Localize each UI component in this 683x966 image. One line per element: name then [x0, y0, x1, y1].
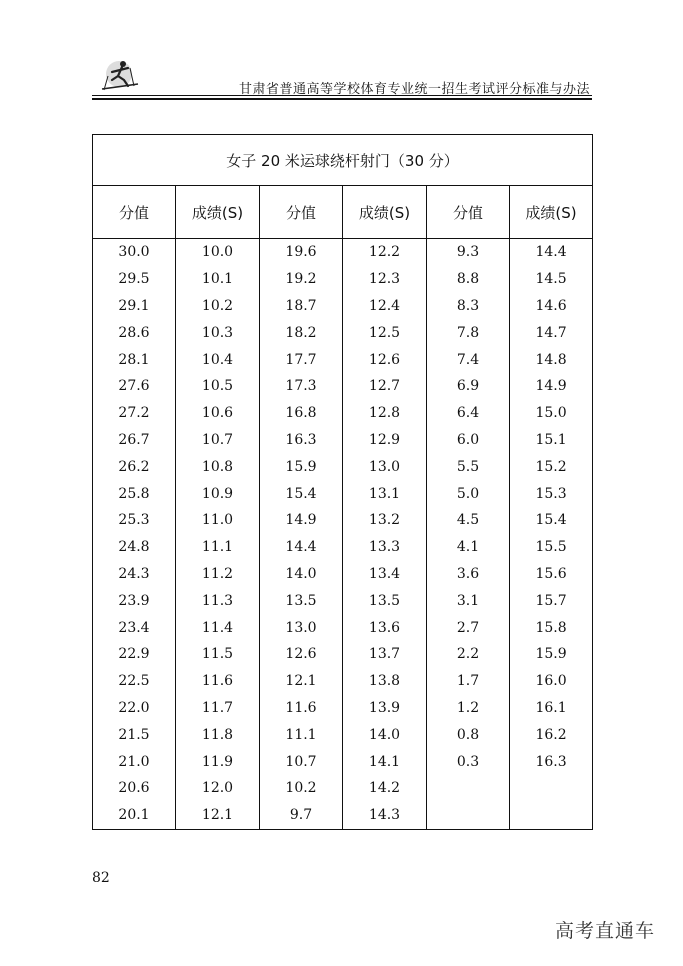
time-cell: 13.6 [343, 614, 427, 641]
table-row [93, 373, 593, 400]
page-header [92, 56, 592, 100]
skier-icon [94, 56, 144, 96]
time-cell: 11.5 [176, 641, 260, 668]
time-cell: 14.0 [343, 721, 427, 748]
column-header: 分值 [93, 186, 176, 239]
table-row [93, 319, 593, 346]
table-row [93, 293, 593, 320]
score-cell: 5.5 [427, 453, 510, 480]
time-cell: 14.5 [510, 266, 593, 293]
score-cell: 12.6 [260, 641, 343, 668]
column-header: 分值 [427, 186, 510, 239]
score-cell: 6.4 [427, 400, 510, 427]
score-cell: 21.5 [93, 721, 176, 748]
time-cell: 13.5 [343, 587, 427, 614]
column-header: 分值 [260, 186, 343, 239]
watermark: 高考直通车 [554, 920, 655, 942]
score-cell: 26.2 [93, 453, 176, 480]
time-cell: 16.3 [510, 748, 593, 775]
time-cell: 10.7 [176, 427, 260, 454]
score-cell: 17.7 [260, 346, 343, 373]
score-cell: 26.7 [93, 427, 176, 454]
time-cell: 12.9 [343, 427, 427, 454]
table-row [93, 775, 593, 802]
table-title: 女子 20 米运球绕杆射门（30 分） [93, 135, 593, 186]
table-row [93, 453, 593, 480]
score-cell: 28.1 [93, 346, 176, 373]
time-cell [510, 802, 593, 829]
score-cell: 22.9 [93, 641, 176, 668]
score-cell: 8.3 [427, 293, 510, 320]
score-cell: 0.8 [427, 721, 510, 748]
score-cell: 28.6 [93, 319, 176, 346]
score-cell: 6.0 [427, 427, 510, 454]
table-row [93, 400, 593, 427]
table-row [93, 534, 593, 561]
time-cell: 10.3 [176, 319, 260, 346]
table-row [93, 587, 593, 614]
score-cell: 29.5 [93, 266, 176, 293]
table-row [93, 721, 593, 748]
time-cell: 12.2 [343, 239, 427, 266]
table-row [93, 239, 593, 266]
table-row [93, 641, 593, 668]
time-cell: 11.0 [176, 507, 260, 534]
time-cell: 12.8 [343, 400, 427, 427]
score-cell: 15.9 [260, 453, 343, 480]
time-cell: 13.3 [343, 534, 427, 561]
time-cell: 12.5 [343, 319, 427, 346]
table-row [93, 695, 593, 722]
score-cell: 24.3 [93, 561, 176, 588]
score-cell: 9.3 [427, 239, 510, 266]
score-cell: 22.5 [93, 668, 176, 695]
header-rule [92, 98, 592, 100]
table-header-row [93, 186, 593, 239]
column-header: 成绩(S) [176, 186, 260, 239]
table-row [93, 346, 593, 373]
table-row [93, 561, 593, 588]
score-cell: 30.0 [93, 239, 176, 266]
column-header: 成绩(S) [510, 186, 593, 239]
time-cell: 11.4 [176, 614, 260, 641]
table-row [93, 427, 593, 454]
score-cell: 7.4 [427, 346, 510, 373]
time-cell: 13.4 [343, 561, 427, 588]
time-cell: 13.0 [343, 453, 427, 480]
time-cell: 11.1 [176, 534, 260, 561]
time-cell: 14.4 [510, 239, 593, 266]
time-cell: 12.4 [343, 293, 427, 320]
time-cell: 15.7 [510, 587, 593, 614]
time-cell: 12.6 [343, 346, 427, 373]
time-cell: 15.6 [510, 561, 593, 588]
table-body [93, 239, 593, 830]
score-cell: 14.4 [260, 534, 343, 561]
score-cell: 11.1 [260, 721, 343, 748]
header-rule-thin [92, 95, 592, 96]
time-cell: 15.3 [510, 480, 593, 507]
time-cell: 13.2 [343, 507, 427, 534]
time-cell: 11.8 [176, 721, 260, 748]
score-cell: 18.7 [260, 293, 343, 320]
time-cell: 13.8 [343, 668, 427, 695]
score-cell: 27.2 [93, 400, 176, 427]
time-cell: 11.9 [176, 748, 260, 775]
score-cell: 4.1 [427, 534, 510, 561]
score-cell: 1.2 [427, 695, 510, 722]
time-cell: 14.9 [510, 373, 593, 400]
time-cell: 10.6 [176, 400, 260, 427]
table-row [93, 507, 593, 534]
score-cell: 8.8 [427, 266, 510, 293]
score-cell: 14.9 [260, 507, 343, 534]
score-table [92, 134, 593, 830]
score-cell: 15.4 [260, 480, 343, 507]
score-cell: 13.0 [260, 614, 343, 641]
score-cell: 6.9 [427, 373, 510, 400]
time-cell: 13.7 [343, 641, 427, 668]
score-cell: 5.0 [427, 480, 510, 507]
time-cell: 10.0 [176, 239, 260, 266]
score-cell: 0.3 [427, 748, 510, 775]
score-cell: 23.9 [93, 587, 176, 614]
time-cell: 15.1 [510, 427, 593, 454]
score-cell: 24.8 [93, 534, 176, 561]
score-cell: 11.6 [260, 695, 343, 722]
score-cell: 23.4 [93, 614, 176, 641]
score-cell: 27.6 [93, 373, 176, 400]
score-cell: 25.3 [93, 507, 176, 534]
time-cell: 11.6 [176, 668, 260, 695]
time-cell: 10.4 [176, 346, 260, 373]
time-cell: 16.1 [510, 695, 593, 722]
score-cell: 2.7 [427, 614, 510, 641]
score-cell: 21.0 [93, 748, 176, 775]
score-cell: 14.0 [260, 561, 343, 588]
time-cell: 12.3 [343, 266, 427, 293]
score-cell: 29.1 [93, 293, 176, 320]
table-row [93, 614, 593, 641]
table-row [93, 266, 593, 293]
time-cell: 14.2 [343, 775, 427, 802]
score-cell: 16.3 [260, 427, 343, 454]
time-cell: 11.7 [176, 695, 260, 722]
time-cell: 15.9 [510, 641, 593, 668]
score-cell [427, 775, 510, 802]
time-cell: 12.0 [176, 775, 260, 802]
time-cell: 12.7 [343, 373, 427, 400]
table-row [93, 748, 593, 775]
time-cell: 10.2 [176, 293, 260, 320]
time-cell: 14.7 [510, 319, 593, 346]
time-cell: 15.0 [510, 400, 593, 427]
time-cell: 10.5 [176, 373, 260, 400]
score-cell: 2.2 [427, 641, 510, 668]
time-cell [510, 775, 593, 802]
time-cell: 14.6 [510, 293, 593, 320]
score-cell: 4.5 [427, 507, 510, 534]
column-header: 成绩(S) [343, 186, 427, 239]
score-cell: 18.2 [260, 319, 343, 346]
score-cell: 7.8 [427, 319, 510, 346]
score-cell: 12.1 [260, 668, 343, 695]
score-cell: 1.7 [427, 668, 510, 695]
time-cell: 14.3 [343, 802, 427, 829]
time-cell: 10.1 [176, 266, 260, 293]
time-cell: 13.1 [343, 480, 427, 507]
table-row [93, 802, 593, 829]
time-cell: 11.3 [176, 587, 260, 614]
time-cell: 15.5 [510, 534, 593, 561]
time-cell: 15.2 [510, 453, 593, 480]
score-cell: 10.7 [260, 748, 343, 775]
score-cell: 3.1 [427, 587, 510, 614]
score-cell: 3.6 [427, 561, 510, 588]
table-row [93, 480, 593, 507]
score-cell: 25.8 [93, 480, 176, 507]
score-cell: 20.1 [93, 802, 176, 829]
time-cell: 10.9 [176, 480, 260, 507]
time-cell: 15.8 [510, 614, 593, 641]
score-cell: 10.2 [260, 775, 343, 802]
score-cell: 22.0 [93, 695, 176, 722]
time-cell: 13.9 [343, 695, 427, 722]
time-cell: 16.0 [510, 668, 593, 695]
score-cell: 9.7 [260, 802, 343, 829]
time-cell: 16.2 [510, 721, 593, 748]
score-cell: 17.3 [260, 373, 343, 400]
score-cell: 19.6 [260, 239, 343, 266]
time-cell: 10.8 [176, 453, 260, 480]
score-cell [427, 802, 510, 829]
score-cell: 19.2 [260, 266, 343, 293]
score-cell: 16.8 [260, 400, 343, 427]
table-row [93, 668, 593, 695]
score-cell: 13.5 [260, 587, 343, 614]
score-cell: 20.6 [93, 775, 176, 802]
time-cell: 15.4 [510, 507, 593, 534]
time-cell: 14.1 [343, 748, 427, 775]
page-number: 82 [92, 870, 110, 886]
time-cell: 11.2 [176, 561, 260, 588]
time-cell: 14.8 [510, 346, 593, 373]
header-title: 甘肃省普通高等学校体育专业统一招生考试评分标准与办法 [238, 82, 590, 97]
time-cell: 12.1 [176, 802, 260, 829]
